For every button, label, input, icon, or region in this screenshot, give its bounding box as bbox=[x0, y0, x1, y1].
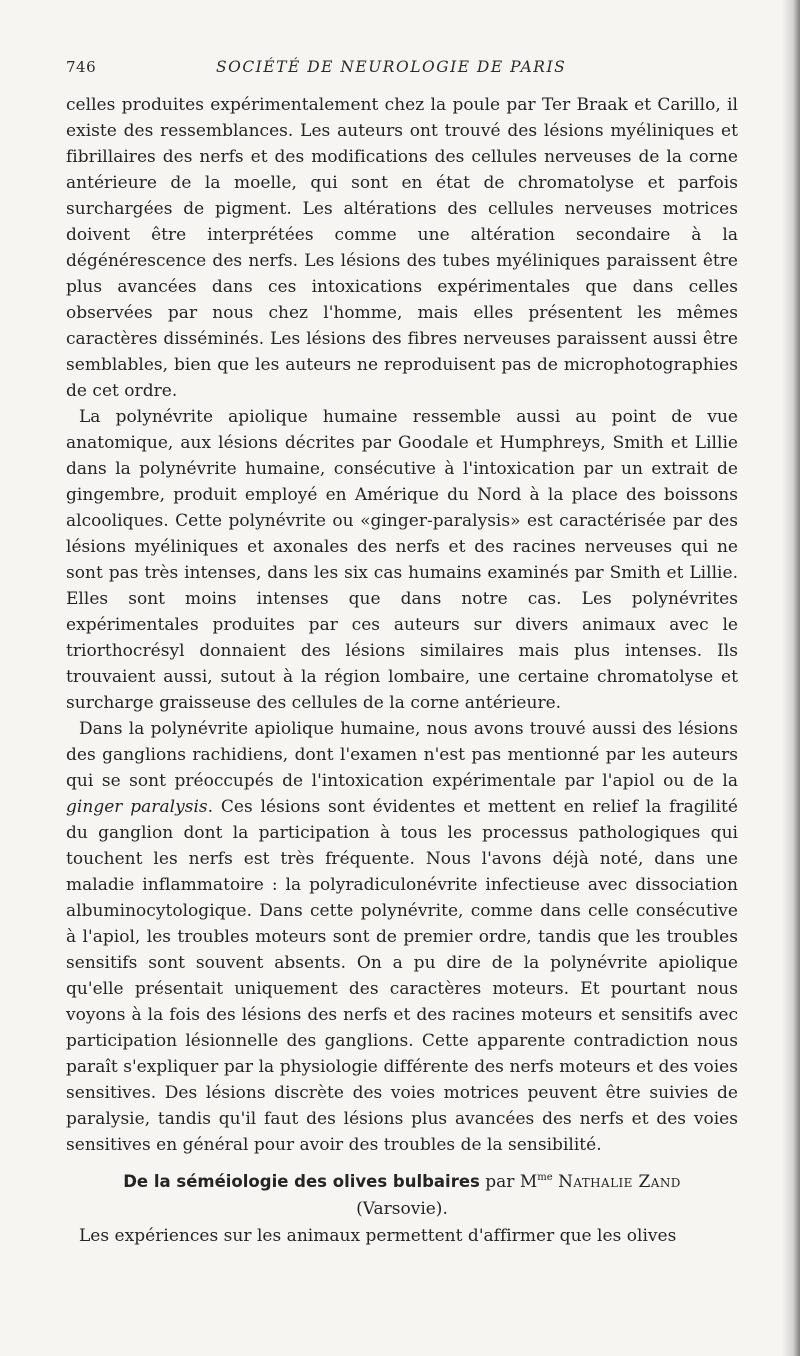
page-edge-shadow bbox=[782, 0, 800, 1356]
paragraph: celles produites expérimentalement chez la poule par Ter Braak et Carillo, il existe des ressemblances. Les auteurs ont trouvé des lésions myéliniques et fibrillaires des nerfs et des modifications des cellules nerveuses de la corne antérieure de la moelle, qui sont en état de chromatolyse et parfois surchargées de pigment. Les altérations des cellules nerveuses motrices doivent être interprétées comme une altération secondaire à la dégénérescence des nerfs. Les lésions des tubes myéliniques paraissent être plus avancées dans ces intoxications expérimentales que dans celles observées par nous chez l'homme, mais elles présentent les mêmes caractères disséminés. Les lésions des fibres nerveuses paraissent aussi être semblables, bien que les auteurs ne reproduisent pas de microphotographies de cet ordre. bbox=[66, 95, 738, 401]
italic-term: ginger paralysis bbox=[66, 797, 208, 817]
paragraph: La polynévrite apiolique humaine ressemble aussi au point de vue anatomique, aux lésions décrites par Goodale et Humphreys, Smith et Lillie dans la polynévrite humaine, consécutive à l'intoxication par un extrait de gingembre, produit employé en Amérique du Nord à la place des boissons alcooliques. Cette polynévrite ou «ginger-paralysis» est caractérisée par des lésions myéliniques et axonales des nerfs et des racines nerveuses qui ne sont pas très intenses, dans les six cas humains examinés par Smith et Lillie. Elles sont moins intenses que dans notre cas. Les polynévrites expérimentales produites par ces auteurs sur divers animaux avec le triorthocrésyl donnaient des lésions similaires mais plus intenses. Ils trouvaient aussi, sutout à la région lombaire, une certaine chromatolyse et surcharge graisseuse des cellules de la corne antérieure. bbox=[66, 407, 738, 713]
section-title: De la séméiologie des olives bulbaires bbox=[123, 1172, 480, 1191]
author-affiliation: (Varsovie). bbox=[356, 1199, 448, 1219]
paragraph bbox=[66, 716, 738, 1158]
paragraph: Les expériences sur les animaux permettent d'affirmer que les olives bbox=[79, 1226, 677, 1246]
running-header bbox=[66, 58, 738, 92]
paragraph-text: . Ces lésions sont évidentes et mettent en relief la fragilité du ganglion dont la participation à tous les processus pathologiques qui touchent les nerfs est très fréquente. Nous l'avons déjà noté, dans une maladie inflammatoire : la polyradiculonévrite infectieuse avec dissociation albuminocytologique. Dans cette polynévrite, comme dans celle consécutive à l'apiol, les troubles moteurs sont de premier ordre, tandis que les troubles sensitifs sont souvent absents. On a pu dire de la polynévrite apiolique qu'elle présentait uniquement des caractères moteurs. Et pourtant nous voyons à la fois des lésions des nerfs et des racines moteurs et sensitifs avec participation lésionnelle des ganglions. Cette apparente contradiction nous paraît s'expliquer par la physiologie différente des nerfs moteurs et des voies sensitives. Des lésions discrète des voies motrices peuvent être suivies de paralysie, tandis qu'il faut des lésions plus avancées des nerfs et des voies sensitives en général pour avoir des troubles de la sensibilité. bbox=[66, 797, 738, 1155]
byline-by: par bbox=[485, 1172, 515, 1192]
page-content bbox=[66, 58, 738, 1249]
section-heading bbox=[66, 1164, 738, 1196]
author-name: Nathalie Zand bbox=[558, 1172, 681, 1192]
journal-title: SOCIÉTÉ DE NEUROLOGIE DE PARIS bbox=[216, 58, 567, 76]
paragraph-text: Dans la polynévrite apiolique humaine, nous avons trouvé aussi des lésions des ganglions rachidiens, dont l'examen n'est pas mentionné par les auteurs qui se sont préoccupés de l'intoxication expérimentale par l'apiol ou de la bbox=[66, 719, 738, 791]
author-honorific: $M^{me}$ bbox=[519, 1172, 553, 1192]
page-number: 746 bbox=[66, 58, 97, 76]
